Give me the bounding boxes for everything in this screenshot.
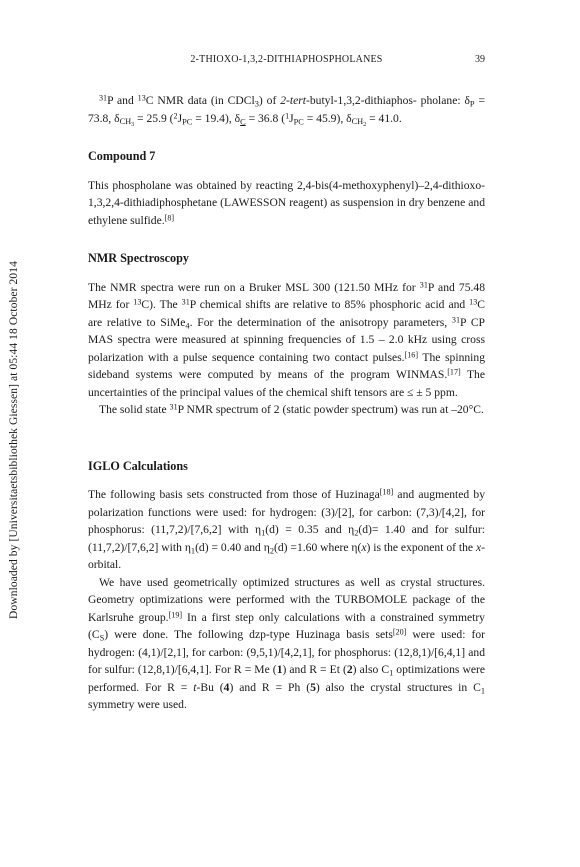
iglo-paragraph-2: We have used geometrically optimized structures as well as crystal structures. Geometry optimizations were performed with the TURBOMOLE package of the Karlsruhe group.[19] In a first step only calculations with a constrained symmetry $(C_S)$ were done. The following dzp-type Huzinaga basis sets[20] were used: for hydrogen: (4,1)/[2,1], for carbon: (9,5,1)/[4,2,1], for phosphorus: (12,8,1)/[6,4,1] and for sulfur: (12,8,1)/[6,4,1]. For R = Me (1) and R = Et (2) also $C_1$ optimizations were performed. For R = t-Bu (4) and R = Ph (5) also the crystal structures in $C_1$ symmetry were used.	[88, 575, 486, 711]
citation-20: [20]	[392, 627, 407, 637]
running-title: 2-THIOXO-1,3,2-DITHIAPHOSPHOLANES	[190, 54, 383, 65]
citation-18: [18]	[379, 487, 394, 497]
compound7-paragraph: This phospholane was obtained by reacting 2,4-bis(4-methoxyphenyl)–2,4-dithioxo-1,3,2,4-dithiadiphosphetane (LAWESSON reagent) as suspension in dry benzene and ethylene sulfide.[8]	[88, 178, 485, 227]
nmr-paragraph-2: The solid state $^{31}$P NMR spectrum of 2 (static powder spectrum) was run at –20°C.	[99, 402, 484, 416]
compound7-heading: Compound 7	[88, 149, 156, 163]
iglo-heading: IGLO Calculations	[88, 458, 188, 473]
nmr-data-paragraph: $^{31}$P and $^{13}$C NMR data (in CDCl$_3$) of 2-tert-butyl-1,3,2-dithiaphos- pholane: $\delta_P = 73.8$, $\delta_{CH_3} = 25.9$ $(^2J_{PC} = 19.4)$, $\delta_C = 36.8$ $(^1J_{PC} = 45.9)$, $\delta_{CH_2} = 41.0$.	[88, 93, 485, 128]
citation-17: [17]	[447, 367, 461, 377]
citation-16: [16]	[404, 349, 419, 359]
nmr-spectroscopy-heading: NMR Spectroscopy	[88, 251, 189, 265]
iglo-paragraph-1: The following basis sets constructed from those of Huzinaga[18] and augmented by polarization functions were used: for hydrogen: (3)/[2], for carbon: (7,3)/[4,2], for phosphorus: (11,7,2)/[7,6,2] with $\eta_1(d) = 0.35$ and $\eta_2(d)= 1.40$ and for sulfur: (11,7,2)/[7,6,2] with $\eta_1(d) = 0.40$ and $\eta_2(d) =1.60$ where η(x) is the exponent of the x-orbital.	[88, 487, 485, 571]
page-body	[88, 92, 485, 714]
nmr-paragraph-1: The NMR spectra were run on a Bruker MSL 300 (121.50 MHz for $^{31}$P and 75.48 MHz for $^{13}$C). The $^{31}$P chemical shifts are relative to 85% phosphoric acid and $^{13}$C are relative to SiMe$_4$. For the determination of the anisotropy parameters, $^{31}$P CP MAS spectra were measured at spinning frequencies of 1.5 – 2.0 kHz using cross polarization with a pulse sequence containing two contact pulses.[16] The spinning sideband systems were computed by means of the program WINMAS.[17] The uncertainties of the principal values of the chemical shift tensors are ≤ ± 5 ppm.	[88, 279, 486, 399]
download-note: Downloaded by [Universitaetsbibliothek Giessen] at 05:44 18 October 2014	[8, 261, 21, 619]
page-number: 39	[475, 54, 485, 65]
running-header	[88, 54, 485, 70]
compound-name: 2-tert	[280, 94, 306, 107]
citation-19: [19]	[168, 609, 183, 619]
citation-8: [8]	[164, 212, 175, 222]
download-watermark	[6, 225, 22, 655]
